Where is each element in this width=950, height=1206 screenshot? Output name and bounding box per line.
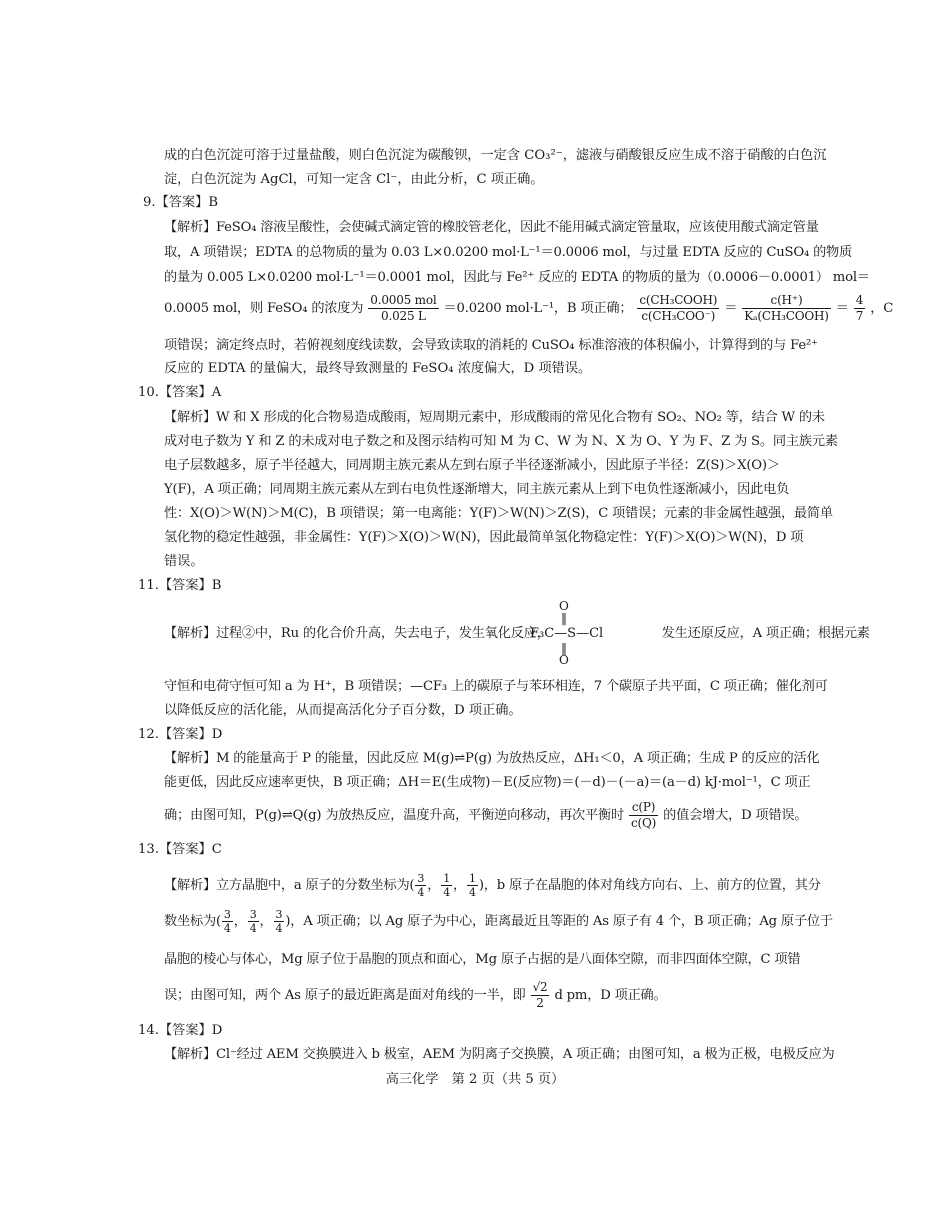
text-line: 的量为 0.005 L×0.0200 mol·L⁻¹＝0.0001 mol，因此与 Fe²⁺ 反应的 EDTA 的物质的量为（0.0006－0.0001） mol＝ [164, 270, 870, 285]
fraction-coord: $\frac{1}{4}$ [469, 872, 476, 899]
text-segment: 误；由图可知，两个 As 原子的最近距离是面对角线的一半，即 [164, 988, 526, 1003]
answer-heading-9: 9.【答案】B [143, 195, 219, 210]
text-segment: ＝ [835, 301, 849, 316]
text-line: 电子层数越多，原子半径越大，同周期主族元素从左到右原子半径逐渐减小，因此原子半径：Z(S)＞X(O)＞ [164, 458, 780, 473]
fraction-cp-cq: $\frac{c(P)}{c(Q)}$ [631, 800, 657, 830]
fraction-ka-ratio: $\frac{c(H^+)}{\text{Kₐ(CH₃COOH)}}$ [744, 293, 829, 323]
page-footer: 高三化学 第 2 页（共 5 页） [385, 1072, 565, 1087]
text-line: 成的白色沉淀可溶于过量盐酸，则白色沉淀为碳酸钡，一定含 CO₃²⁻，滤液与硝酸银反应生成不溶于硝酸的白色沉 [164, 148, 827, 163]
text-line-fraction [164, 800, 807, 831]
answer-heading-12: 12.【答案】D [138, 727, 223, 742]
structure-double-bond-bottom: ‖ [561, 641, 567, 655]
fraction-coord: $\frac{3}{4}$ [275, 908, 283, 935]
text-line: 氢化物的稳定性越强，非金属性：Y(F)＞X(O)＞W(N)，因此最简单氢化物稳定性：Y(F)＞X(O)＞W(N)，D 项 [164, 530, 804, 545]
text-line-coords: 【解析】立方晶胞中，a 原子的分数坐标为( $\frac{3}{4}$ ， $\frac{1}{4}$ ， $\frac{1}{4}$ )，b 原子在晶胞的体对角线方向右、上、前方的位置，其分 [164, 872, 821, 899]
fraction-coord: $\frac{3}{4}$ [417, 872, 425, 899]
structure-double-bond-top: ‖ [561, 611, 567, 625]
text-segment: 发生还原反应，A 项正确；根据元素 [661, 626, 870, 641]
answer-heading-14: 14.【答案】D [138, 1023, 223, 1038]
fraction-concentration: $\frac{\text{0.0005 mol}}{0.025 L}$ [370, 293, 437, 323]
structure-main-chain: F₃C—S—Cl [530, 626, 604, 641]
text-segment: 【解析】过程②中，Ru 的化合价升高，失去电子，发生氧化反应， [164, 626, 550, 641]
text-segment: 【解析】立方晶胞中，a 原子的分数坐标为( [164, 878, 415, 893]
fraction-root2-over-2: $\frac{√2}{2}$ [532, 980, 548, 1010]
text-line: Y(F)，A 项正确；同周期主族元素从左到右电负性逐渐增大，同主族元素从上到下电负性逐渐减小，因此电负 [164, 482, 790, 497]
text-line-fractions [164, 293, 893, 324]
fraction-coord: $\frac{3}{4}$ [249, 908, 257, 935]
text-segment: 数坐标为( [164, 914, 221, 929]
text-line-fraction [164, 980, 667, 1011]
text-line: 项错误；滴定终点时，若俯视刻度线读数，会导致读取的消耗的 CuSO₄ 标准溶液的体积偏小，计算得到的与 Fe²⁺ [164, 338, 818, 353]
fraction-coord: $\frac{3}{4}$ [223, 908, 231, 935]
text-line-structure [164, 624, 870, 644]
text-segment: ＝ [724, 301, 738, 316]
text-line: 性：X(O)＞W(N)＞M(C)，B 项错误；第一电离能：Y(F)＞W(N)＞Z(S)，C 项错误；元素的非金属性越强，最简单 [164, 506, 833, 521]
text-segment: 确；由图可知，P(g)⇌Q(g) 为放热反应，温度升高，平衡逆向移动，再次平衡时 [164, 808, 625, 823]
text-line: 【解析】M 的能量高于 P 的能量，因此反应 M(g)⇌P(g) 为放热反应，ΔH₁＜0，A 项正确；生成 P 的反应的活化 [164, 751, 820, 766]
text-line: 以降低反应的活化能，从而提高活化分子百分数，D 项正确。 [164, 703, 522, 718]
text-segment: ＝0.0200 mol·L⁻¹，B 项正确； [443, 301, 633, 316]
text-segment: 的值会增大，D 项错误。 [663, 808, 808, 823]
fraction-acid-ratio: $\frac{\text{c(CH₃COOH)}}{\text{c(CH₃COO⁻)}}$ [639, 293, 718, 323]
answer-heading-10: 10.【答案】A [138, 385, 222, 400]
text-line: 晶胞的棱心与体心，Mg 原子位于晶胞的顶点和面心，Mg 原子占据的是八面体空隙，而非四面体空隙，C 项错 [164, 952, 801, 967]
text-line: 错误。 [164, 554, 204, 569]
structure-oxygen-top: O [559, 599, 569, 613]
text-line-coords: 数坐标为( $\frac{3}{4}$ ， $\frac{3}{4}$ ， $\frac{3}{4}$ )，A 项正确；以 Ag 原子为中心，距离最近且等距的 As 原子有 4 个，B 项正确；Ag 原子位于 [164, 908, 833, 935]
text-line: 【解析】Cl⁻经过 AEM 交换膜进入 b 极室，AEM 为阴离子交换膜，A 项正确；由图可知，a 极为正极，电极反应为 [164, 1047, 835, 1062]
text-line: 淀，白色沉淀为 AgCl，可知一定含 Cl⁻，由此分析，C 项正确。 [164, 172, 544, 187]
text-segment: )，b 原子在晶胞的体对角线方向右、上、前方的位置，其分 [478, 878, 821, 893]
answer-heading-11: 11.【答案】B [138, 578, 222, 593]
text-line: 【解析】W 和 X 形成的化合物易造成酸雨，短周期元素中，形成酸雨的常见化合物有 SO₂、NO₂ 等，结合 W 的未 [164, 410, 825, 425]
text-line: 【解析】FeSO₄ 溶液呈酸性，会使碱式滴定管的橡胶管老化，因此不能用碱式滴定管量取，应该使用酸式滴定管量 [164, 220, 819, 235]
text-line: 反应的 EDTA 的量偏大，最终导致测量的 FeSO₄ 浓度偏大，D 项错误。 [164, 361, 592, 376]
text-line: 守恒和电荷守恒可知 a 为 H⁺，B 项错误；—CF₃ 上的碳原子与苯环相连，7 个碳原子共平面，C 项正确；催化剂可 [164, 679, 828, 694]
text-segment: ，C [870, 301, 894, 316]
text-line: 取，A 项错误；EDTA 的总物质的量为 0.03 L×0.0200 mol·L⁻¹＝0.0006 mol，与过量 EDTA 反应的 CuSO₄ 的物质 [164, 245, 853, 260]
text-line: 能更低，因此反应速率更快，B 项正确；ΔH＝E(生成物)－E(反应物)＝(－d)－(－a)＝(a－d) kJ·mol⁻¹，C 项正 [164, 775, 811, 790]
answer-heading-13: 13.【答案】C [138, 842, 222, 857]
text-segment: 0.0005 mol，则 FeSO₄ 的浓度为 [164, 301, 364, 316]
text-line: 成对电子数为 Y 和 Z 的未成对电子数之和及图示结构可知 M 为 C、W 为 N、X 为 O、Y 为 F、Z 为 S。同主族元素 [164, 434, 838, 449]
text-segment: )，A 项正确；以 Ag 原子为中心，距离最近且等距的 As 原子有 4 个，B 项正确；Ag 原子位于 [285, 914, 833, 929]
fraction-four-sevenths: $\frac{4}{7}$ [855, 293, 864, 323]
text-segment: d pm，D 项正确。 [554, 988, 667, 1003]
fraction-coord: $\frac{1}{4}$ [443, 872, 450, 899]
structure-oxygen-bottom: O [559, 653, 569, 667]
